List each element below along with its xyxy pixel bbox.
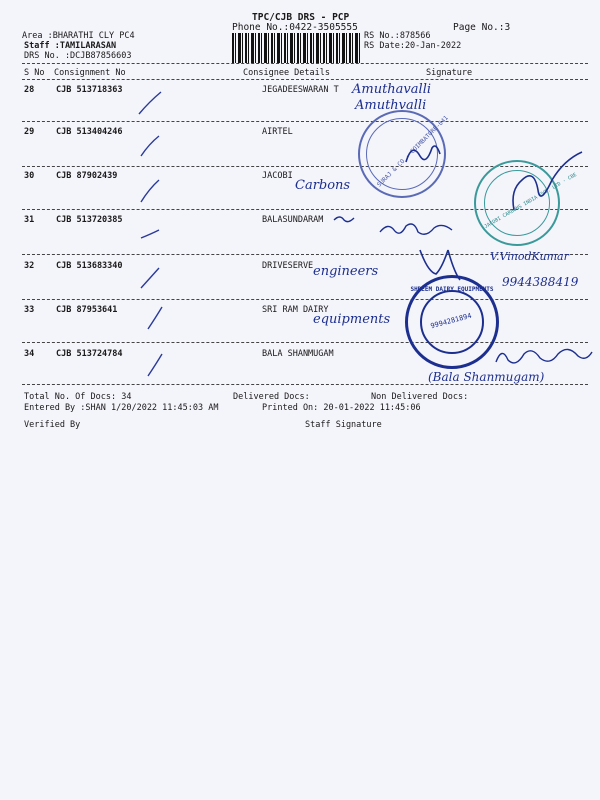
handwritten-name: (Bala Shanmugam)	[428, 370, 545, 384]
non-delivered-docs: Non Delivered Docs:	[371, 392, 469, 402]
delivery-tick-mark	[140, 303, 170, 333]
seal-phone: 9994281894	[429, 311, 473, 331]
delivery-tick-mark	[135, 175, 165, 205]
seal-text: JACOBI CARBONS INDIA PVT. LTD · CBE	[483, 172, 578, 230]
row-consignee: AIRTEL	[262, 127, 293, 137]
row-consignee: SRI RAM DAIRY	[262, 305, 329, 315]
row-consignment: CJB 87953641	[56, 305, 118, 315]
handwritten-signature: Amuthavalli	[352, 82, 432, 97]
entered-by: Entered By :SHAN 1/20/2022 11:45:03 AM	[24, 403, 219, 413]
row-sno: 31	[24, 215, 35, 225]
delivery-tick-mark	[135, 130, 165, 160]
handwritten-signature	[402, 138, 442, 168]
row-sno: 34	[24, 349, 35, 359]
company-seal-shreem	[405, 275, 499, 369]
handwritten-phone: 9944388419	[502, 275, 579, 289]
handwritten-signature	[508, 150, 588, 220]
row-consignment: CJB 513720385	[56, 215, 123, 225]
drs-number: DRS No. :DCJB87856603	[24, 51, 132, 61]
delivery-tick-mark	[140, 350, 170, 380]
handwritten-signature	[492, 342, 596, 372]
divider	[22, 384, 588, 385]
handwritten-signature: Amuthvalli	[355, 98, 427, 113]
delivery-tick-mark	[135, 88, 165, 118]
divider	[22, 79, 588, 80]
handwritten-name: V.VinodKumar	[490, 250, 569, 263]
handwritten-signature	[414, 244, 464, 286]
printed-on: Printed On: 20-01-2022 11:45:06	[262, 403, 421, 413]
doc-title: TPC/CJB DRS - PCP	[252, 12, 350, 23]
handwritten-signature	[378, 218, 458, 240]
row-consignment: CJB 87902439	[56, 171, 118, 181]
row-consignee: BALA SHANMUGAM	[262, 349, 334, 359]
row-divider	[22, 121, 588, 122]
divider	[22, 63, 588, 64]
handwritten-mark	[330, 212, 358, 226]
rs-number: RS No.:878566	[364, 31, 431, 41]
row-consignee: JEGADEESWARAN T	[262, 85, 339, 95]
row-consignee: BALASUNDARAM	[262, 215, 324, 225]
row-sno: 32	[24, 261, 35, 271]
col-header-sno: S No	[24, 68, 45, 78]
col-header-consignee: Consignee Details	[243, 68, 330, 78]
handwritten-note: Carbons	[295, 178, 351, 193]
verified-by-label: Verified By	[24, 420, 81, 430]
delivered-docs: Delivered Docs:	[233, 392, 310, 402]
total-docs: Total No. Of Docs: 34	[24, 392, 132, 402]
delivery-tick-mark	[135, 262, 165, 292]
rs-date: RS Date:20-Jan-2022	[364, 41, 462, 51]
handwritten-note: engineers	[313, 264, 379, 279]
row-sno: 29	[24, 127, 35, 137]
row-consignment: CJB 513683340	[56, 261, 123, 271]
row-sno: 28	[24, 85, 35, 95]
row-consignment: CJB 513718363	[56, 85, 123, 95]
col-header-signature: Signature	[426, 68, 473, 78]
barcode	[232, 33, 360, 63]
delivery-tick-mark	[135, 220, 165, 244]
seal-text: SURAJ & CO · COIMBATORE-641	[375, 114, 450, 189]
row-sno: 30	[24, 171, 35, 181]
row-sno: 33	[24, 305, 35, 315]
row-consignment: CJB 513404246	[56, 127, 123, 137]
row-divider	[22, 299, 588, 300]
staff-field: Staff :TAMILARASAN	[24, 41, 117, 51]
staff-signature-label: Staff Signature	[305, 420, 382, 430]
area-field: Area :BHARATHI CLY PC4	[22, 31, 135, 41]
row-consignee: JACOBI	[262, 171, 293, 181]
row-consignee: DRIVESERVE	[262, 261, 314, 271]
phone-number: Phone No.:0422-3505555	[232, 22, 358, 33]
handwritten-note: equipments	[313, 312, 391, 327]
col-header-consignment: Consignment No	[54, 68, 126, 78]
row-consignment: CJB 513724784	[56, 349, 123, 359]
seal-text: SHREEM DAIRY EQUIPMENTS	[410, 286, 494, 293]
page-number: Page No.:3	[453, 22, 511, 33]
